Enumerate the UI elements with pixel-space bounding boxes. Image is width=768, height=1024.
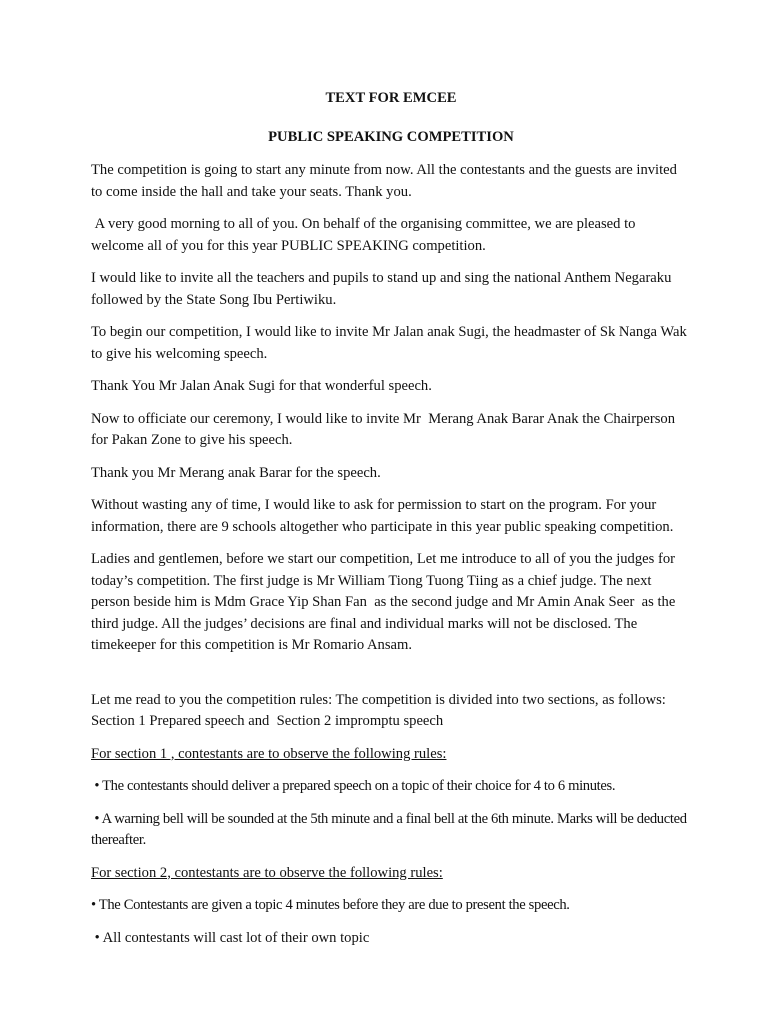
section-2-rule: • The Contestants are given a topic 4 minutes before they are due to present the speech.: [91, 897, 570, 913]
section-1-rule: • A warning bell will be sounded at the 5th minute and a final bell at the 6th minute. Marks will be deducted thereafter.: [91, 810, 690, 848]
paragraph: Thank You Mr Jalan Anak Sugi for that wonderful speech.: [91, 378, 432, 394]
paragraph: Let me read to you the competition rules: The competition is divided into two sections, as follows: Section 1 Prepared speech and Section 2 impromptu speech: [91, 691, 670, 729]
paragraph: To begin our competition, I would like to invite Mr Jalan anak Sugi, the headmaster of Sk Nanga Wak to give his welcoming speech.: [91, 324, 687, 362]
paragraph: A very good morning to all of you. On behalf of the organising committee, we are pleased to welcome all of you for this year PUBLIC SPEAKING competition.: [91, 216, 640, 254]
document-subtitle: PUBLIC SPEAKING COMPETITION: [268, 128, 514, 145]
paragraph: Without wasting any of time, I would like to ask for permission to start on the program. For your information, there are 9 schools altogether who participate in this year public speaking competition.: [91, 497, 674, 535]
document-title: TEXT FOR EMCEE: [325, 90, 457, 106]
paragraph: The competition is going to start any minute from now. All the contestants and the guests are invited to come inside the hall and take your seats. Thank you.: [91, 162, 677, 200]
paragraph: Thank you Mr Merang anak Barar for the speech.: [91, 464, 381, 481]
document-body: [91, 88, 691, 949]
paragraph: Ladies and gentlemen, before we start our competition, Let me introduce to all of you the judges for today’s competition. The first judge is Mr William Tiong Tuong Tiing as a chief judge. The next person beside him is Mdm Grace Yip Shan Fan as the second judge and Mr Amin Anak Seer as the third judge. All the judges’ decisions are final and individual marks will not be disclosed. The timekeeper for this competition is Mr Romario Ansam.: [91, 551, 679, 653]
section-2-rule: • All contestants will cast lot of their own topic: [91, 929, 370, 946]
section-1-rule: • The contestants should deliver a prepared speech on a topic of their choice for 4 to 6 minutes.: [91, 778, 616, 794]
section-2-heading: For section 2, contestants are to observe the following rules:: [91, 864, 443, 881]
paragraph: Now to officiate our ceremony, I would like to invite Mr Merang Anak Barar Anak the Chairperson for Pakan Zone to give his speech.: [91, 410, 679, 448]
section-1-heading: For section 1 , contestants are to observe the following rules:: [91, 745, 447, 762]
paragraph: I would like to invite all the teachers and pupils to stand up and sing the national Anthem Negaraku followed by the State Song Ibu Pertiwiku.: [91, 270, 672, 308]
